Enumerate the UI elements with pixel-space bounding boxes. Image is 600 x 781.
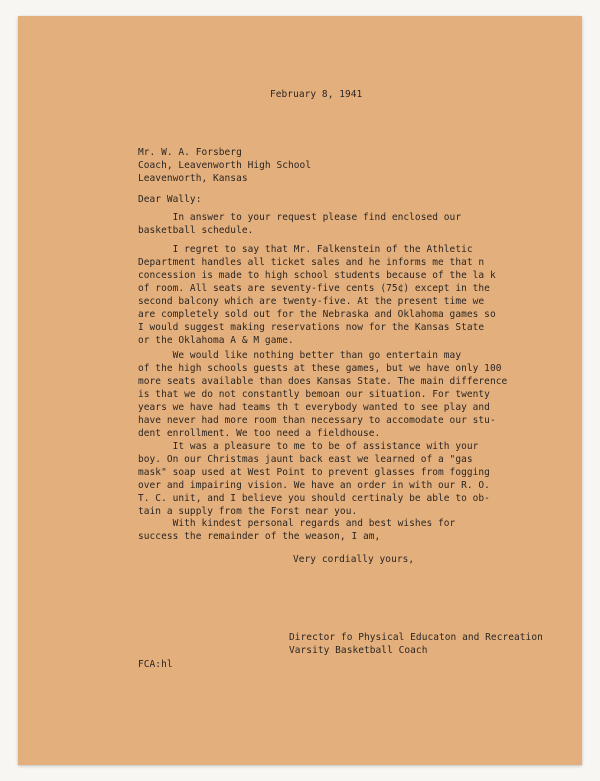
- paragraph-line: It was a pleasure to me to be of assistance with your: [138, 441, 479, 452]
- paragraph-line: I regret to say that Mr. Falkenstein of the Athletic: [138, 244, 473, 255]
- paragraph-line: Department handles all ticket sales and he informs me that n: [138, 257, 485, 268]
- paragraph-line: or the Oklahoma A & M game.: [138, 335, 294, 346]
- paragraph-soap: [138, 440, 558, 518]
- paragraph-tickets: [138, 243, 558, 347]
- paragraph-line: T. C. unit, and I believe you should certinaly be able to ob-: [138, 493, 490, 504]
- paragraph-line: mask" soap used at West Point to prevent glasses from fogging: [138, 467, 490, 478]
- paragraph-schedule: [138, 211, 558, 237]
- paragraph-regards: [138, 517, 558, 543]
- paragraph-line: In answer to your request please find enclosed our: [138, 212, 462, 223]
- paragraph-guests: [138, 349, 558, 440]
- paragraph-line: have never had more room than necessary to accomodate our stu-: [138, 415, 496, 426]
- paragraph-line: of room. All seats are seventy-five cents (75¢) except in the: [138, 283, 490, 294]
- paragraph-line: years we have had teams th t everybody wanted to see play and: [138, 402, 490, 413]
- paragraph-line: tain a supply from the Forst near you.: [138, 506, 358, 517]
- recipient-address: [138, 146, 311, 185]
- paragraph-line: concession is made to high school students because of the la k: [138, 270, 496, 281]
- typist-initials: FCA:hl: [138, 659, 173, 670]
- paragraph-line: boy. On our Christmas jaunt back east we learned of a "gas: [138, 454, 473, 465]
- paragraph-line: basketball schedule.: [138, 225, 254, 236]
- paragraph-line: of the high schools guests at these games, but we have only 100: [138, 363, 502, 374]
- paragraph-line: I would suggest making reservations now for the Kansas State: [138, 322, 485, 333]
- recipient-title: Coach, Leavenworth High School: [138, 160, 312, 171]
- signature-block: [289, 631, 543, 657]
- recipient-city: Leavenworth, Kansas: [138, 173, 248, 184]
- letter-date: February 8, 1941: [270, 89, 363, 100]
- paragraph-line: is that we do not constantly bemoan our situation. For twenty: [138, 389, 490, 400]
- paragraph-line: more seats available than does Kansas State. The main difference: [138, 376, 508, 387]
- recipient-name: Mr. W. A. Forsberg: [138, 147, 242, 158]
- paragraph-line: second balcony which are twenty-five. At the present time we: [138, 296, 485, 307]
- closing: Very cordially yours,: [293, 554, 415, 565]
- signature-title-line: Director fo Physical Educaton and Recreation: [289, 632, 543, 643]
- paragraph-line: With kindest personal regards and best wishes for: [138, 518, 456, 529]
- signature-title-line: Varsity Basketball Coach: [289, 645, 428, 656]
- salutation: Dear Wally:: [138, 194, 202, 205]
- paragraph-line: dent enrollment. We too need a fieldhouse.: [138, 428, 381, 439]
- paragraph-line: over and impairing vision. We have an order in with our R. O.: [138, 480, 490, 491]
- paragraph-line: success the remainder of the weason, I am,: [138, 531, 381, 542]
- paragraph-line: are completely sold out for the Nebraska and Oklahoma games so: [138, 309, 496, 320]
- paragraph-line: We would like nothing better than go entertain may: [138, 350, 462, 361]
